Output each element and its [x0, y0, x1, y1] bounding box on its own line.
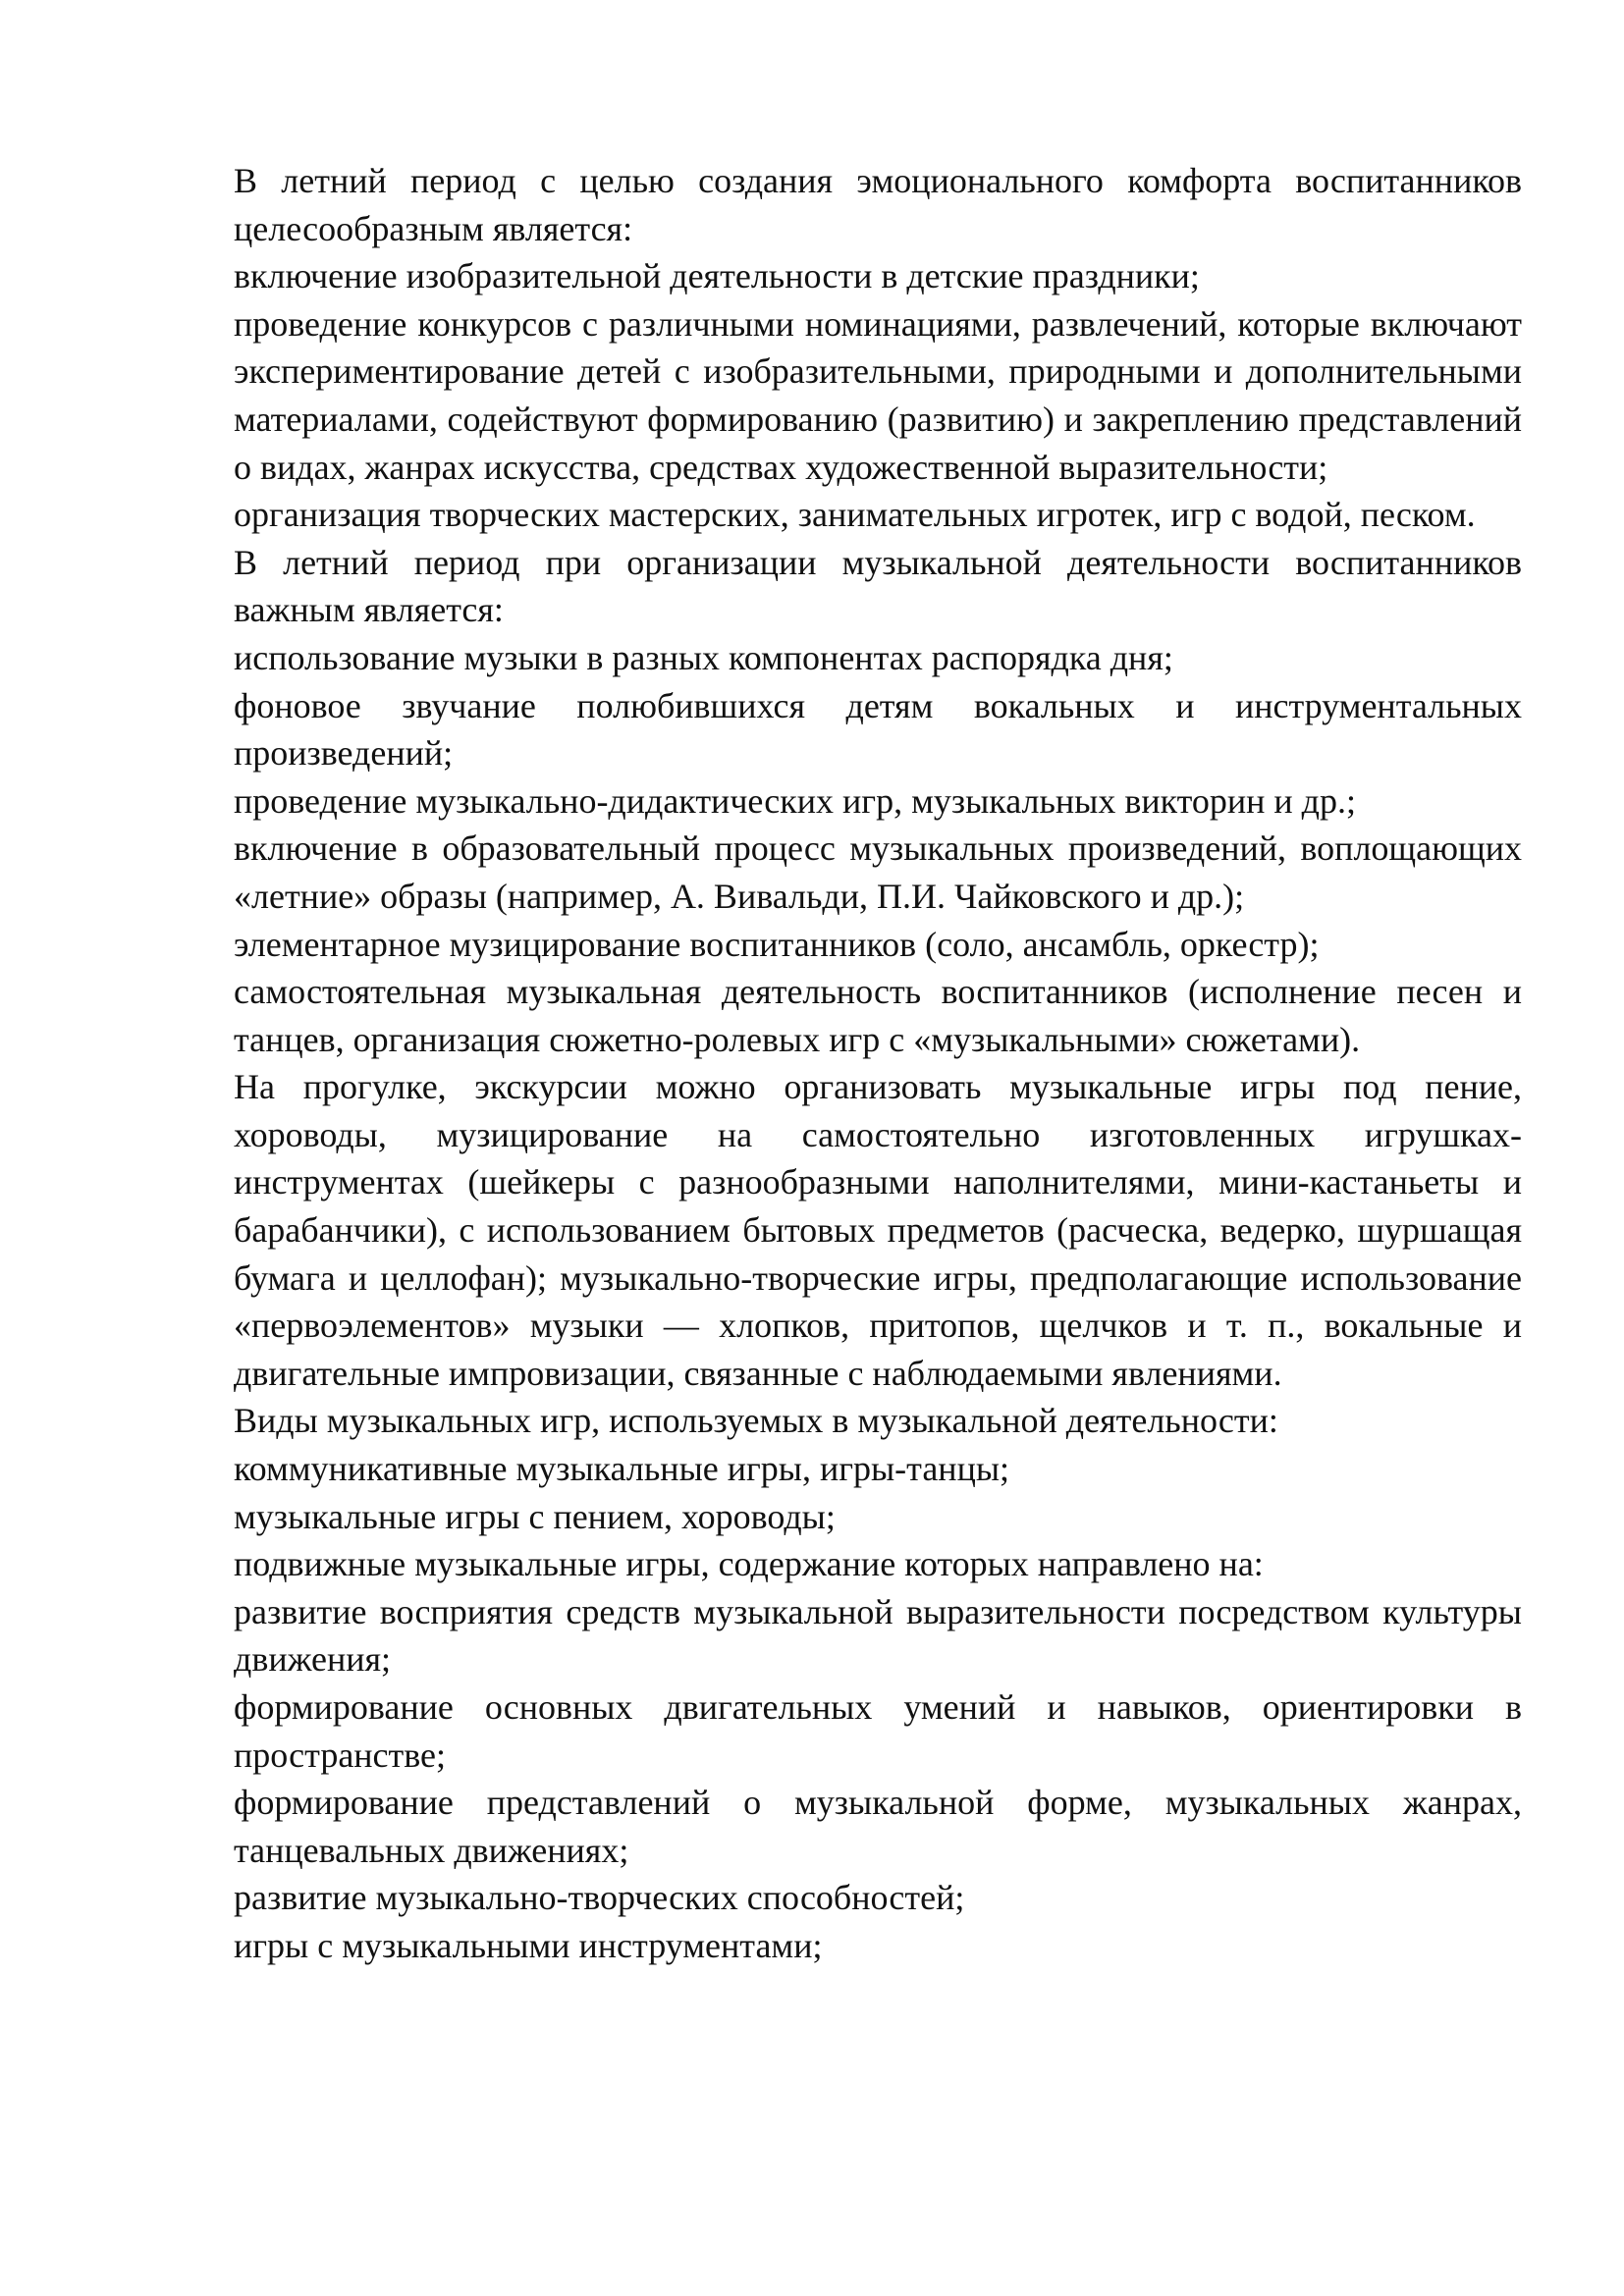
paragraph-creative-abilities: развитие музыкально-творческих способностей; — [234, 1878, 965, 1918]
paragraph-didactic-games: проведение музыкально-дидактических игр, музыкальных викторин и др.; — [234, 780, 1356, 821]
document-page — [234, 157, 1522, 1970]
paragraph-outdoor-games: На прогулке, экскурсии можно организовать музыкальные игры под пение, хороводы, музицирование на самостоятельно изготовленных игрушках-инструментах (шейкеры с разнообразными наполнителями, мини-кастаньеты и барабанчики), с использованием бытовых предметов (расческа, ведерко, шуршащая бумага и целлофан); музыкально-творческие игры, предполагающие использование «первоэлементов» музыки — хлопков, притопов, щелчков и т. п., вокальные и двигательные импровизации, связанные с наблюдаемыми явлениями. — [234, 1067, 1522, 1393]
paragraph-background-music: фоновое звучание полюбившихся детям вокальных и инструментальных произведений; — [234, 685, 1522, 774]
paragraph-music-in-routine: использование музыки в разных компонентах распорядка дня; — [234, 637, 1173, 677]
paragraph-summer-works: включение в образовательный процесс музыкальных произведений, воплощающих «летние» образы (например, А. Вивальди, П.И. Чайковского и др.); — [234, 828, 1522, 916]
paragraph-movement-games: подвижные музыкальные игры, содержание которых направлено на: — [234, 1544, 1264, 1584]
paragraph-summer-comfort-intro: В летний период с целью создания эмоционального комфорта воспитанников целесообразным является: — [234, 161, 1522, 248]
paragraph-game-types-intro: Виды музыкальных игр, используемых в музыкальной деятельности: — [234, 1401, 1278, 1441]
paragraph-music-making: элементарное музицирование воспитанников (соло, ансамбль, оркестр); — [234, 924, 1320, 964]
paragraph-perception-development: развитие восприятия средств музыкальной выразительности посредством культуры движения; — [234, 1591, 1522, 1680]
paragraph-music-form: формирование представлений о музыкальной форме, музыкальных жанрах, танцевальных движениях; — [234, 1783, 1522, 1870]
paragraph-communicative-games: коммуникативные музыкальные игры, игры-танцы; — [234, 1449, 1010, 1489]
paragraph-workshops: организация творческих мастерских, занимательных игротек, игр с водой, песком. — [234, 495, 1476, 535]
paragraph-singing-games: музыкальные игры с пением, хороводы; — [234, 1496, 836, 1536]
paragraph-motor-skills: формирование основных двигательных умений и навыков, ориентировки в пространстве; — [234, 1687, 1522, 1775]
paragraph-art-in-holidays: включение изобразительной деятельности в детские праздники; — [234, 256, 1200, 296]
paragraph-music-activity-intro: В летний период при организации музыкальной деятельности воспитанников важным является: — [234, 542, 1522, 630]
paragraph-instrument-games: игры с музыкальными инструментами; — [234, 1925, 823, 1965]
paragraph-independent-activity: самостоятельная музыкальная деятельность воспитанников (исполнение песен и танцев, организация сюжетно-ролевых игр с «музыкальными» сюжетами). — [234, 972, 1522, 1059]
paragraph-contests: проведение конкурсов с различными номинациями, развлечений, которые включают экспериментирование детей с изобразительными, природными и дополнительными материалами, содействуют формированию (развитию) и закреплению представлений о видах, жанрах искусства, средствах художественной выразительности; — [234, 303, 1522, 487]
